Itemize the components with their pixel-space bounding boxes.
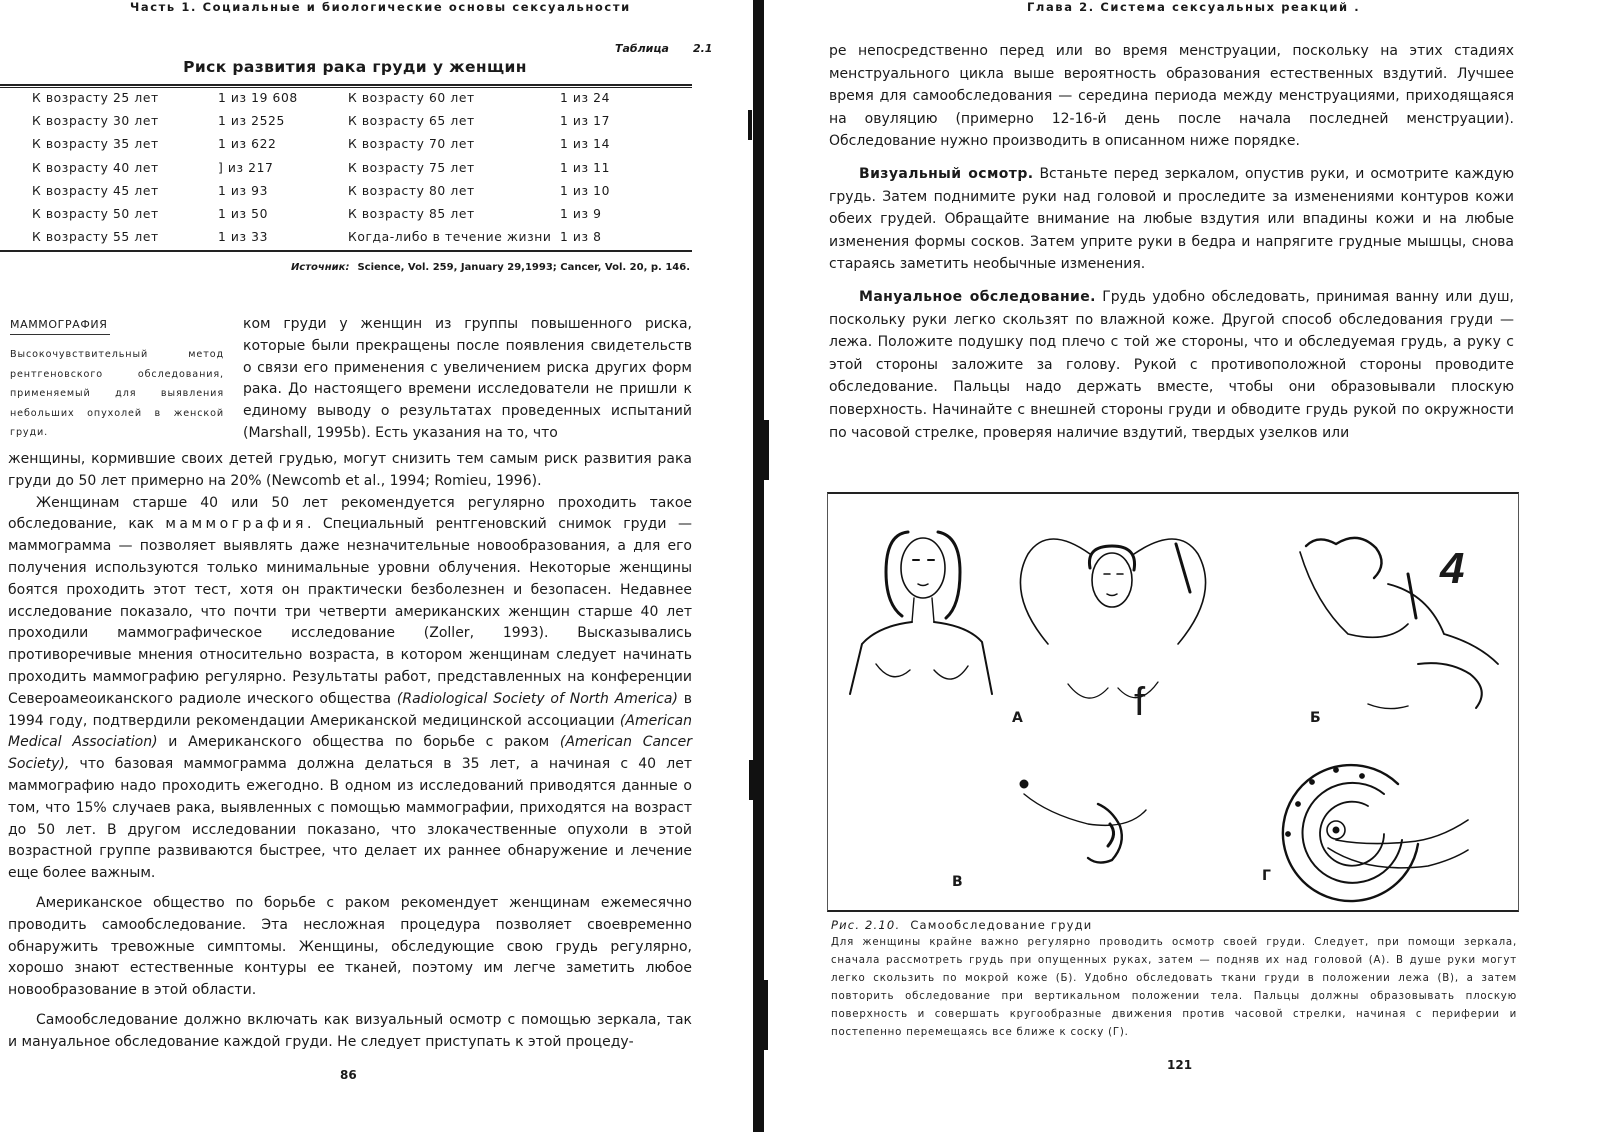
table-label (615, 42, 712, 55)
figure-illustration (828, 494, 1516, 906)
paragraph-manual-exam (829, 286, 1514, 444)
table-top-rule (0, 84, 692, 86)
table-cell: 1 из 24 (560, 91, 611, 105)
text-run: Встаньте перед зеркалом, опустив руки, и осмотрите каждую грудь. Затем поднимите руки над головой и проследите за изменениями контуров кожи обеих грудей. Обращайте внимание на любые вздутия или впадины кожи и на любые изменения формы сосков. Затем уприте руки в бедра и напрягите грудные мышцы, снова стараясь заметить необычные изменения. (829, 165, 1514, 273)
table-cell: К возрасту 60 лет (348, 91, 475, 105)
paragraph-self-exam: Американское общество по борьбе с раком рекомендует женщинам ежемесячно проводить самообследование. Эта несложная процедура позволяет своевременно обнаружить тревожные симптомы. Женщины, обследующие свою грудь регулярно, хорошо знают естественные контуры ее тканей, поэтому им легче заметить любое новообразование в этой области. (8, 894, 692, 999)
table-cell: К возрасту 50 лет (32, 206, 159, 221)
table-cell: К возрасту 40 лет (32, 160, 159, 175)
table-cell: 1 из 622 (218, 137, 277, 152)
panel-g-circular-motion (1283, 765, 1468, 901)
figure-label-g: Г (1262, 868, 1271, 884)
table-cell: Когда-либо в течение жизни (348, 230, 552, 245)
panel-v-lying-down (1020, 780, 1146, 863)
text-run: Грудь удобно обследовать, принимая ванну или душ, поскольку руки легко скользят по влажной коже. Другой способ обследования груди — лежа. Положите подушку под плечо с той же стороны, что и обследуемая грудь, а руку с этой стороны заложите за голову. Рукой с противоположной стороны проводите обследование. Пальцы надо держать вместе, чтобы они образовывали плоскую поверхность. Начинайте с внешней стороны груди и обводите грудь рукой по окружности по часовой стрелке, проверяя наличие вздутий, твердых узелков или (829, 288, 1514, 441)
paragraph-visual-exam (829, 163, 1514, 276)
gutter-speck (763, 980, 768, 1050)
table-row (32, 88, 692, 111)
gutter-speck (748, 110, 752, 140)
table-cell: 1 из 19 608 (218, 91, 298, 105)
table-row (32, 181, 692, 204)
table-cell: К возрасту 55 лет (32, 230, 159, 245)
paragraph-mammography (8, 493, 692, 885)
running-head: Часть 1. Социальные и биологические основы сексуальности (130, 0, 631, 14)
term-mammography: маммография (165, 516, 307, 533)
figure-caption-title (831, 918, 1093, 932)
gutter-speck (764, 420, 769, 480)
table-cell: К возрасту 65 лет (348, 114, 475, 129)
panel-a-woman-arms-down (850, 532, 992, 694)
table-cell: ] из 217 (218, 160, 274, 175)
gutter-speck (749, 760, 754, 800)
paragraph-lead: Визуальный осмотр. (859, 165, 1034, 182)
table-title: Риск развития рака груди у женщин (183, 58, 527, 76)
table-cell: К возрасту 70 лет (348, 137, 475, 152)
table-cell: 1 из 2525 (218, 114, 285, 129)
figure-label-a: А (1012, 710, 1023, 726)
table-cell: К возрасту 80 лет (348, 183, 475, 198)
table-cell: 1 из 11 (560, 160, 611, 175)
narrow-paragraph: ком груди у женщин из группы повышенного риска, которые были прекращены после появления свидетельств о связи его применения с увеличением риска других форм рака. До настоящего времени исследователи не пришли к единому выводу о результатах проведенных испытаний (Marshall, 1995b). Есть указания на то, что (243, 316, 692, 441)
stray-mark-4: 4 (1440, 544, 1465, 593)
table-row (32, 204, 692, 227)
table-cell: 1 из 14 (560, 137, 611, 152)
table-cell: К возрасту 85 лет (348, 206, 475, 221)
table-source-text: Science, Vol. 259, January 29,1993; Cancer, Vol. 20, p. 146. (357, 262, 690, 273)
figure-label-v: В (952, 874, 963, 890)
table-cell: К возрасту 45 лет (32, 183, 159, 198)
paragraph-procedure: Самообследование должно включать как визуальный осмотр с помощью зеркала, так и мануальное обследование каждой груди. Не следует приступать к этой процеду- (8, 1011, 692, 1050)
gutter-shadow (753, 0, 764, 1132)
risk-table (32, 88, 692, 250)
table-cell: 1 из 10 (560, 183, 611, 198)
page-number: 86 (340, 1068, 357, 1082)
text-run: . Специальный рентгеновский снимок груди — маммограмма — позволяет выявлять даже незначительные новообразования, а для его получения используются только минимальные уровни облучения. Некоторые женщины боятся проходить этот тест, хотя он практически безболезнен и безопасен. Недавнее исследование показало, что почти три четверти американских женщин старше 40 лет проходили маммографическое исследование (Zoller, 1993). Высказывались противоречивые мнения относительно возраста, в котором женщинам следует начинать проходить маммографию регулярно. Результаты работ, представленных на конференции Североамеоиканского радиоле ического общества (8, 516, 692, 707)
table-cell: К возрасту 25 лет (32, 91, 159, 105)
paragraph-continuation: женщины, кормившие своих детей грудью, могут снизить тем самым риск развития рака груди до 50 лет примерно на 20% (Newcomb et al., 1994; Romieu, 1996). (8, 451, 692, 489)
table-bottom-rule (0, 250, 692, 252)
right-text-top (829, 40, 1514, 444)
left-page (0, 0, 745, 1132)
paragraph-timing: ре непосредственно перед или во время менструации, поскольку на этих стадиях менструального цикла выше вероятность образования естественных вздутий. Лучшее время для самообследования — середина периода между менструациями, приходящаяся на овуляцию (примерно 12-16-й день после начала последней менструации). Обследование нужно производить в описанном ниже порядке. (829, 43, 1514, 150)
italic-name: (American Medical Association) (8, 712, 692, 751)
table-cell: 1 из 9 (560, 206, 602, 221)
paragraph-lead: Мануальное обследование. (859, 288, 1096, 305)
table-number: 2.1 (692, 42, 713, 55)
book-gutter (745, 0, 773, 1132)
text-run: что базовая маммограмма должна делаться в 35 лет, а начиная с 40 лет маммографию надо проходить ежегодно. В одном из исследований приводятся данные о том, что 15% случаев рака, выявленных с помощью маммографии, приходятся на возраст до 50 лет. В другом исследовании показано, что злокачественные опухоли в этой возрастной группе развиваются быстрее, что делает их раннее обнаружение и лечение еще более важным. (8, 756, 692, 882)
panel-b-shower (1300, 538, 1498, 709)
text-run: и Американского общества по борьбе с раком (157, 734, 560, 751)
text-run: в 1994 году, подтвердили рекомендации Американской медицинской ассоциации (8, 690, 692, 729)
table-cell: К возрасту 75 лет (348, 160, 475, 175)
table-source-label: Источник: (290, 262, 350, 273)
page-number: 121 (1167, 1058, 1193, 1072)
running-head: Глава 2. Система сексуальных реакций . (1027, 0, 1361, 14)
text-run: Женщинам старше 40 или 50 лет рекомендуется регулярно проходить такое обследование, как (8, 494, 692, 533)
table-cell: 1 из 17 (560, 114, 611, 129)
table-cell: 1 из 50 (218, 206, 269, 221)
table-cell: К возрасту 30 лет (32, 114, 159, 129)
italic-name: (Radiological Society of North America) (396, 690, 678, 707)
table-cell: К возрасту 35 лет (32, 137, 159, 152)
figure-number: Рис. 2.10. (831, 918, 901, 932)
panel-a-woman-arms-raised (1020, 539, 1205, 698)
margin-note-text: Высокочувствительный метод рентгеновского обследования, применяемый для выявления небольших опухолей в женской груди. (10, 349, 224, 438)
stray-mark-f: f (1134, 680, 1146, 724)
table-source (291, 262, 690, 273)
table-row (32, 111, 692, 134)
self-exam-figure (827, 492, 1519, 912)
right-page (775, 0, 1600, 1132)
table-row (32, 227, 692, 250)
italic-name: (American Cancer Society), (8, 734, 692, 773)
margin-note-title: МАММОГРАФИЯ (10, 318, 108, 331)
table-cell: 1 из 8 (560, 230, 602, 245)
table-row (32, 158, 692, 181)
main-text-left (8, 449, 692, 1054)
figure-title: Самообследование груди (910, 918, 1093, 932)
table-row (32, 134, 692, 157)
margin-note-rule (10, 334, 110, 335)
table-cell: 1 из 93 (218, 183, 269, 198)
table-label-text: Таблица (615, 42, 669, 55)
table-cell: 1 из 33 (218, 230, 269, 245)
figure-caption: Для женщины крайне важно регулярно проводить осмотр своей груди. Следует, при помощи зеркала, сначала рассмотреть грудь при опущенных руках, затем — подняв их над головой (А). В душе руки могут легко скользить по мокрой коже (Б). Удобно обследовать ткани груди в положении лежа (В), а затем повторить обследование при вертикальном положении тела. Пальцы должны образовывать плоскую поверхность и совершать кругообразные движения против часовой стрелки, начиная с периферии и постепенно перемещаясь все ближе к соску (Г). (831, 937, 1517, 1038)
figure-label-b: Б (1310, 710, 1321, 726)
